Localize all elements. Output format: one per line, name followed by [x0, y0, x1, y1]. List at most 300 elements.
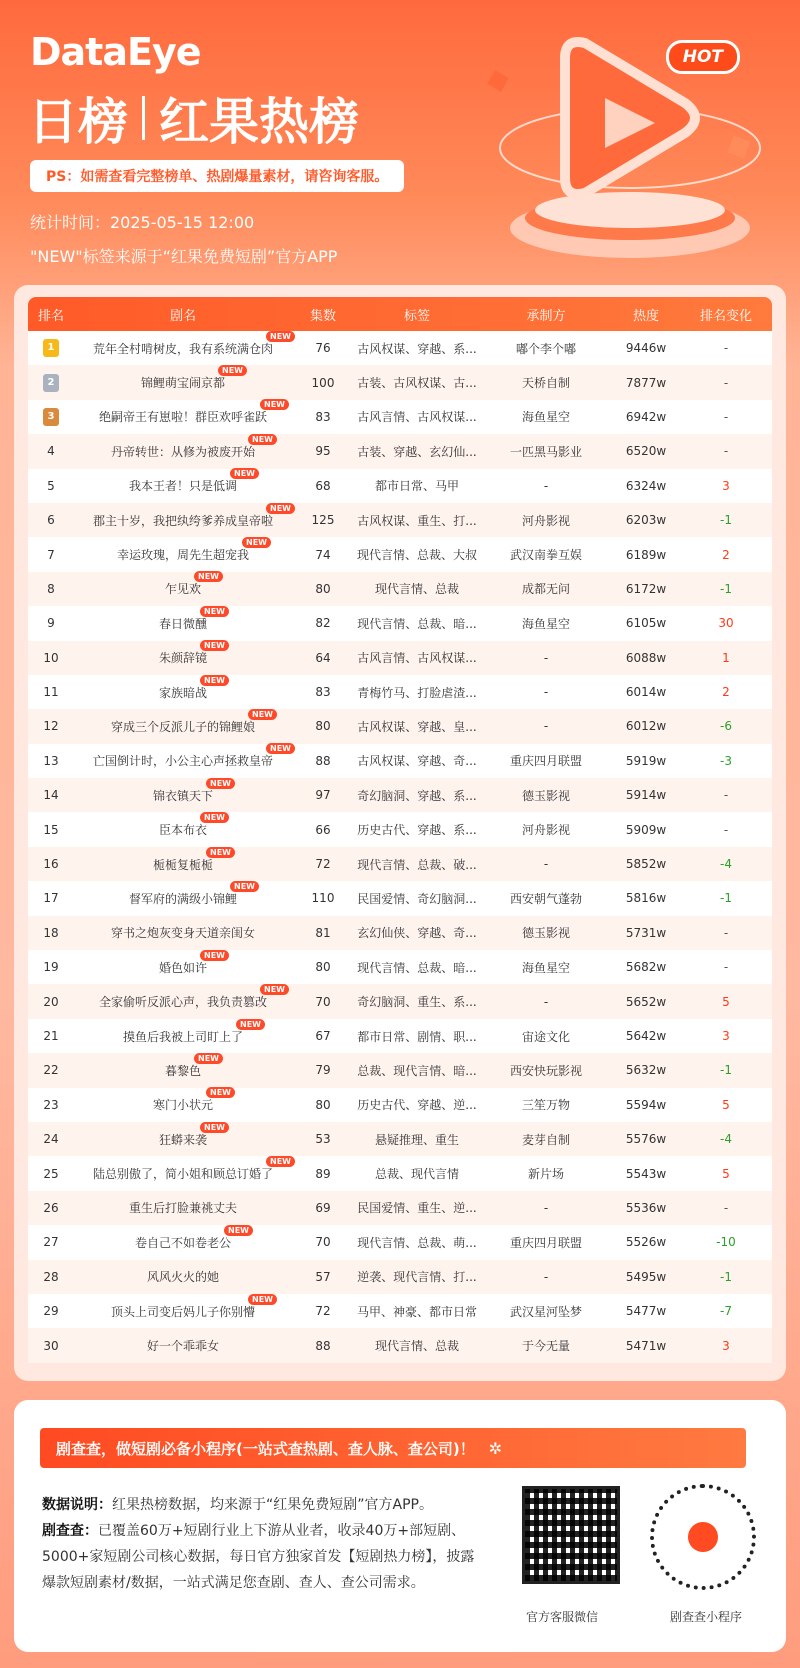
- cell-rank: [28, 685, 74, 699]
- cell-name: [74, 778, 292, 804]
- promo-banner[interactable]: [40, 1428, 746, 1468]
- drama-name: 郡主十岁，我把纨绔爹养成皇帝啦: [92, 513, 273, 528]
- cell-rank-change: -4: [720, 1132, 732, 1147]
- new-badge: NEW: [266, 331, 295, 342]
- cell-rank-change: -6: [720, 719, 732, 734]
- cell-heat: 7877w: [625, 375, 667, 390]
- cell-tags: 古风权谋、穿越、系...: [357, 341, 477, 356]
- cell-episodes: 125: [311, 513, 335, 528]
- rank-number: 15: [43, 822, 59, 837]
- cell-name: [74, 675, 292, 701]
- cell-rank: [28, 1201, 74, 1215]
- cell-tags: 总裁、现代言情: [374, 1167, 459, 1182]
- cell-maker: 海鱼星空: [521, 410, 570, 425]
- table-row[interactable]: [28, 572, 772, 606]
- cell-episodes: 68: [315, 478, 331, 493]
- cell-rank-change: -1: [720, 581, 732, 596]
- qr2-label: 剧查查小程序: [670, 1610, 743, 1624]
- cell-tags: 古风权谋、穿越、奇...: [357, 754, 477, 769]
- cell-rank: [28, 926, 74, 940]
- cell-heat: 5852w: [625, 857, 667, 872]
- cell-tags: 奇幻脑洞、重生、系...: [357, 995, 477, 1010]
- cell-maker: 宙途文化: [521, 1029, 570, 1044]
- new-badge: NEW: [260, 984, 289, 995]
- cell-episodes: 74: [315, 547, 331, 562]
- cell-heat: 6088w: [625, 650, 667, 665]
- new-badge: NEW: [230, 468, 259, 479]
- drama-name: 重生后打脸兼祧丈夫: [128, 1201, 237, 1216]
- cell-heat: 5526w: [625, 1235, 667, 1250]
- cell-heat: 6520w: [625, 444, 667, 459]
- cell-rank: [28, 995, 74, 1009]
- drama-name: 锦衣镇天下: [152, 788, 213, 803]
- brand-logo: DataEye: [30, 30, 201, 74]
- miniprogram-qr-code[interactable]: [650, 1484, 756, 1590]
- cell-heat: 5919w: [625, 753, 667, 768]
- title-left: 日榜: [28, 93, 128, 151]
- cell-maker: 一匹黑马影业: [509, 444, 582, 459]
- table-row[interactable]: [28, 400, 772, 434]
- cell-heat: 5632w: [625, 1063, 667, 1078]
- cell-heat: 6105w: [625, 616, 667, 631]
- cell-tags: 古风言情、古风权谋...: [357, 410, 477, 425]
- cell-maker: 德玉影视: [521, 788, 570, 803]
- rank-number: 7: [47, 547, 55, 562]
- drama-name: 穿书之炮灰变身天道亲闺女: [110, 926, 255, 941]
- cell-rank-change: -: [723, 444, 729, 459]
- cell-name: [74, 400, 292, 425]
- cell-name: [74, 503, 292, 529]
- cell-heat: 5495w: [625, 1269, 667, 1284]
- cell-heat: 5731w: [625, 925, 667, 940]
- cell-rank: [28, 857, 74, 871]
- col-change: 排名变化: [699, 308, 752, 324]
- cell-rank-change: -1: [720, 1269, 732, 1284]
- cell-maker: -: [543, 685, 549, 700]
- table-row[interactable]: [28, 1088, 772, 1122]
- cell-rank-change: 3: [722, 478, 730, 493]
- cell-rank-change: -: [723, 960, 729, 975]
- cell-tags: 奇幻脑洞、穿越、系...: [357, 788, 477, 803]
- drama-name: 乍见欢: [164, 582, 201, 597]
- cell-tags: 玄幻仙侠、穿越、奇...: [357, 926, 477, 941]
- cell-tags: 现代言情、总裁、暗...: [357, 960, 477, 975]
- cell-maker: 西安朝气蓬勃: [509, 891, 582, 906]
- cell-maker: 河舟影视: [521, 513, 570, 528]
- cell-rank: [28, 754, 74, 768]
- cell-tags: 古风言情、古风权谋...: [357, 651, 477, 666]
- drama-name: 督军府的满级小锦鲤: [128, 891, 237, 906]
- page-title: [28, 82, 359, 154]
- drama-name: 栀栀复栀栀: [152, 857, 213, 872]
- cell-rank: [28, 960, 74, 974]
- rank-number: 9: [47, 616, 55, 631]
- cell-maker: -: [543, 994, 549, 1009]
- new-source-note: "NEW"标签来源于“红果免费短剧”官方APP: [30, 247, 338, 266]
- new-badge: NEW: [236, 1019, 265, 1030]
- cell-maker: 天桥自制: [521, 376, 570, 391]
- cell-rank-change: -: [723, 925, 729, 940]
- cell-heat: 5543w: [625, 1166, 667, 1181]
- cell-tags: 历史古代、穿越、系...: [357, 823, 477, 838]
- cell-rank-change: -1: [720, 1063, 732, 1078]
- table-row[interactable]: [28, 950, 772, 984]
- cell-episodes: 70: [315, 1235, 331, 1250]
- cell-maker: 成都无问: [521, 582, 570, 597]
- cell-name: [74, 1225, 292, 1251]
- col-maker: 承制方: [526, 308, 566, 324]
- cell-rank: [28, 444, 74, 458]
- drama-name: 摸鱼后我被上司盯上了: [122, 1029, 243, 1044]
- table-row[interactable]: [28, 984, 772, 1018]
- cell-rank: [28, 651, 74, 665]
- cell-heat: 5642w: [625, 1029, 667, 1043]
- cell-maker: 武汉南拳互娱: [509, 548, 582, 563]
- rank-number: 17: [43, 891, 59, 906]
- cell-rank: [28, 1235, 74, 1249]
- cell-rank: [28, 339, 74, 357]
- cell-heat: 5536w: [625, 1200, 667, 1215]
- cell-rank: [28, 823, 74, 837]
- cell-rank-change: 5: [722, 1166, 730, 1181]
- cell-maker: 新片场: [527, 1167, 564, 1182]
- cell-maker: -: [543, 650, 549, 665]
- cell-name: [74, 744, 292, 769]
- rank-number: 24: [43, 1132, 59, 1147]
- cell-tags: 都市日常、马甲: [374, 479, 459, 494]
- col-episodes: 集数: [309, 308, 336, 324]
- cell-heat: 6012w: [625, 719, 667, 734]
- table-row[interactable]: [28, 1328, 772, 1362]
- cell-tags: 都市日常、剧情、职...: [357, 1029, 477, 1044]
- cell-rank: [28, 891, 74, 905]
- drama-name: 狂蟒来袭: [158, 1132, 207, 1147]
- stat-time: 统计时间：2025-05-15 12:00: [30, 213, 255, 232]
- cell-heat: 6189w: [625, 547, 667, 562]
- cell-tags: 现代言情、总裁、破...: [357, 857, 477, 872]
- cell-name: [74, 1088, 292, 1113]
- cell-episodes: 64: [315, 650, 331, 665]
- cell-name: [74, 572, 292, 597]
- cell-episodes: 89: [315, 1166, 331, 1181]
- cell-rank-change: -: [723, 788, 729, 803]
- drama-name: 绝嗣帝王有崽啦！群臣欢呼雀跃: [98, 410, 267, 425]
- cell-episodes: 80: [315, 719, 331, 734]
- cell-heat: 9446w: [625, 341, 667, 356]
- rank-medal-icon: 2: [43, 374, 59, 392]
- click-cursor-icon: ✲: [488, 1438, 503, 1458]
- table-header: [28, 297, 772, 331]
- cell-name: [74, 1157, 292, 1182]
- drama-name: 卷自己不如卷老公: [134, 1235, 231, 1250]
- table-row[interactable]: [28, 469, 772, 503]
- cell-rank-change: 2: [722, 685, 730, 700]
- cell-maker: 海鱼星空: [521, 616, 570, 631]
- cell-maker: 河舟影视: [521, 823, 570, 838]
- cell-rank: [28, 616, 74, 630]
- cell-tags: 青梅竹马、打脸虐渣...: [357, 685, 477, 700]
- ranking-table: [14, 285, 786, 1381]
- cell-rank: [28, 548, 74, 562]
- cell-maker: -: [543, 1200, 549, 1215]
- cell-tags: 古风权谋、穿越、皇...: [357, 719, 477, 734]
- cell-name: [74, 641, 292, 666]
- table-row[interactable]: [28, 1053, 772, 1087]
- table-row[interactable]: [28, 537, 772, 571]
- cell-name: [74, 434, 292, 460]
- table-row[interactable]: [28, 606, 772, 640]
- cell-episodes: 100: [311, 375, 335, 390]
- table-row[interactable]: [28, 812, 772, 846]
- drama-name: 顶头上司变后妈儿子你别懵: [110, 1304, 255, 1319]
- drama-name: 荒年全村啃树皮，我有系统满仓肉: [92, 341, 273, 356]
- rank-number: 16: [43, 857, 59, 872]
- cell-rank-change: -3: [720, 753, 732, 768]
- cell-rank: [28, 1339, 74, 1353]
- drama-name: 好一个乖乖女: [146, 1339, 219, 1354]
- table-row[interactable]: [28, 1019, 772, 1053]
- rank-number: 5: [47, 478, 55, 493]
- table-row[interactable]: [28, 847, 772, 881]
- cell-heat: 6324w: [625, 478, 667, 493]
- cell-tags: 民国爱情、奇幻脑洞...: [357, 891, 477, 906]
- drama-name: 穿成三个反派儿子的锦鲤娘: [110, 719, 255, 734]
- title-divider: [142, 96, 145, 140]
- drama-name: 暮黎色: [164, 1063, 201, 1078]
- new-badge: NEW: [194, 571, 223, 582]
- title-right: 红果热榜: [159, 93, 359, 151]
- cell-rank-change: 2: [722, 547, 730, 562]
- cell-tags: 现代言情、总裁、暗...: [357, 616, 477, 631]
- drama-name: 寒门小状元: [152, 1098, 213, 1113]
- cell-rank-change: -: [723, 375, 729, 390]
- drama-name: 丹帝转世：从修为被废开始: [110, 444, 255, 459]
- table-row[interactable]: [28, 1294, 772, 1328]
- table-row[interactable]: [28, 778, 772, 812]
- cell-name: [74, 950, 292, 976]
- table-row[interactable]: [28, 1260, 772, 1294]
- new-badge: NEW: [248, 1294, 277, 1305]
- cell-name: [74, 1053, 292, 1079]
- cell-name: [74, 924, 292, 941]
- cell-name: [74, 985, 292, 1010]
- cell-rank-change: -: [723, 409, 729, 424]
- cell-maker: 麦芽自制: [521, 1132, 570, 1147]
- cell-rank: [28, 479, 74, 493]
- cell-rank: [28, 1063, 74, 1077]
- drama-name: 朱颜辞镜: [158, 651, 207, 666]
- cell-rank-change: -: [723, 341, 729, 356]
- cell-tags: 古装、古风权谋、古...: [357, 376, 477, 391]
- cell-tags: 马甲、神豪、都市日常: [356, 1304, 477, 1319]
- table-row[interactable]: [28, 503, 772, 537]
- cell-rank-change: 5: [722, 994, 730, 1009]
- cell-tags: 现代言情、总裁: [374, 1339, 459, 1354]
- cell-rank: [28, 1029, 74, 1043]
- cell-name: [74, 538, 292, 563]
- drama-name: 锦鲤萌宝闹京都: [140, 376, 225, 391]
- cell-episodes: 81: [315, 925, 331, 940]
- play-logo-icon: [688, 1522, 718, 1552]
- cell-rank: [28, 582, 74, 596]
- rank-number: 19: [43, 960, 59, 975]
- cell-tags: 现代言情、总裁: [374, 582, 459, 597]
- cell-episodes: 88: [315, 753, 331, 768]
- cell-name: [74, 606, 292, 632]
- cell-name: [74, 1268, 292, 1285]
- new-badge: NEW: [266, 743, 295, 754]
- drama-name: 我本王者！只是低调: [128, 479, 237, 494]
- rank-number: 20: [43, 994, 59, 1009]
- cell-episodes: 69: [315, 1200, 331, 1215]
- cell-heat: 5471w: [625, 1338, 667, 1353]
- cell-name: [74, 1294, 292, 1320]
- table-row[interactable]: [28, 744, 772, 778]
- cell-tags: 总裁、现代言情、暗...: [357, 1063, 477, 1078]
- col-heat: 热度: [632, 308, 659, 324]
- new-badge: NEW: [248, 709, 277, 720]
- cell-episodes: 66: [315, 822, 331, 837]
- new-badge: NEW: [266, 503, 295, 514]
- cell-name: [74, 813, 292, 838]
- banner-text: 剧查查，做短剧必备小程序(一站式查热剧、查人脉、查公司)！: [56, 1439, 475, 1458]
- cell-episodes: 70: [315, 994, 331, 1009]
- cell-maker: 嘟个李个嘟: [515, 341, 576, 356]
- cell-maker: 重庆四月联盟: [509, 754, 582, 769]
- cell-rank: [28, 374, 74, 392]
- cell-heat: 5477w: [625, 1304, 667, 1319]
- cell-rank: [28, 719, 74, 733]
- wechat-qr-code[interactable]: [522, 1486, 620, 1584]
- cell-name: [74, 469, 292, 494]
- cell-episodes: 67: [315, 1029, 331, 1043]
- table-row[interactable]: [28, 1156, 772, 1190]
- cell-episodes: 95: [315, 444, 331, 459]
- cell-maker: -: [543, 719, 549, 734]
- new-badge: NEW: [266, 1156, 295, 1167]
- cell-maker: 海鱼星空: [521, 960, 570, 975]
- rank-number: 11: [43, 685, 59, 700]
- cell-heat: 6203w: [625, 513, 667, 528]
- drama-name: 全家偷听反派心声，我负责篡改: [98, 995, 267, 1010]
- table-body: [28, 331, 772, 1363]
- cell-episodes: 53: [315, 1132, 331, 1147]
- cell-episodes: 72: [315, 1304, 331, 1319]
- table-row[interactable]: [28, 365, 772, 399]
- cell-rank-change: -1: [720, 513, 732, 528]
- cell-heat: 5914w: [625, 788, 667, 803]
- jcc-label: 剧查查：: [42, 1523, 98, 1539]
- table-row[interactable]: [28, 709, 772, 743]
- cell-episodes: 88: [315, 1338, 331, 1353]
- table-row[interactable]: [28, 916, 772, 950]
- cell-episodes: 83: [315, 409, 331, 424]
- cell-rank-change: -1: [720, 891, 732, 906]
- cell-name: [74, 366, 292, 391]
- new-badge: NEW: [260, 399, 289, 410]
- rank-number: 30: [43, 1338, 59, 1353]
- col-tags: 标签: [403, 308, 430, 324]
- cell-tags: 历史古代、穿越、逆...: [357, 1098, 477, 1113]
- cell-heat: 5816w: [625, 891, 667, 906]
- table-row[interactable]: [28, 434, 772, 468]
- cell-rank-change: 30: [718, 616, 734, 631]
- cell-rank: [28, 408, 74, 426]
- cell-rank: [28, 1304, 74, 1318]
- cell-maker: 重庆四月联盟: [509, 1235, 582, 1250]
- drama-name: 亡国倒计时，小公主心声拯救皇帝: [92, 754, 273, 769]
- cell-name: [74, 881, 292, 907]
- cell-episodes: 80: [315, 960, 331, 975]
- new-badge: NEW: [242, 537, 271, 548]
- table-row[interactable]: [28, 675, 772, 709]
- cell-maker: 武汉星河坠梦: [509, 1304, 582, 1319]
- rank-number: 6: [47, 513, 55, 528]
- cell-episodes: 110: [311, 891, 335, 906]
- rank-medal-icon: 3: [43, 408, 59, 426]
- new-badge: NEW: [200, 812, 229, 823]
- cell-maker: 西安快玩影视: [509, 1063, 582, 1078]
- cell-heat: 5682w: [625, 960, 667, 975]
- new-badge: NEW: [206, 847, 235, 858]
- rank-number: 23: [43, 1097, 59, 1112]
- table-row[interactable]: [28, 1225, 772, 1259]
- cell-rank-change: -: [723, 822, 729, 837]
- cell-episodes: 76: [315, 341, 331, 356]
- table-row[interactable]: [28, 1122, 772, 1156]
- table-row[interactable]: [28, 881, 772, 915]
- drama-name: 婚色如许: [158, 960, 207, 975]
- drama-name: 臣本布衣: [158, 823, 207, 838]
- cell-tags: 古风权谋、重生、打...: [357, 513, 477, 528]
- cell-rank: [28, 1270, 74, 1284]
- table-row[interactable]: [28, 331, 772, 365]
- new-badge: NEW: [200, 950, 229, 961]
- cell-maker: 三笙万物: [521, 1098, 570, 1113]
- cell-episodes: 80: [315, 581, 331, 596]
- rank-number: 29: [43, 1304, 59, 1319]
- cell-rank-change: -10: [716, 1235, 736, 1250]
- rank-number: 25: [43, 1166, 59, 1181]
- drama-name: 幸运玫瑰，周先生超宠我: [116, 548, 249, 563]
- col-rank: 排名: [37, 308, 64, 324]
- rank-number: 21: [43, 1029, 59, 1043]
- ps-note: PS：如需查看完整榜单、热剧爆量素材，请咨询客服。: [30, 160, 404, 192]
- new-badge: NEW: [194, 1053, 223, 1064]
- cell-heat: 6172w: [625, 581, 667, 596]
- new-badge: NEW: [200, 1122, 229, 1133]
- cell-rank: [28, 1132, 74, 1146]
- rank-number: 8: [47, 581, 55, 596]
- cell-episodes: 79: [315, 1063, 331, 1078]
- rank-number: 26: [43, 1200, 59, 1215]
- cell-heat: 6942w: [625, 409, 667, 424]
- cell-rank-change: -7: [720, 1304, 732, 1319]
- cell-name: [74, 1122, 292, 1148]
- cell-heat: 5594w: [625, 1097, 667, 1112]
- cell-name: [74, 331, 292, 357]
- data-description: [42, 1492, 482, 1596]
- table-row[interactable]: [28, 641, 772, 675]
- new-badge: NEW: [230, 881, 259, 892]
- rank-number: 27: [43, 1235, 59, 1250]
- jcc-text: 已覆盖60万+短剧行业上下游从业者，收录40万+部短剧、5000+家短剧公司核心数据，每日官方独家首发【短剧热力榜】，披露爆款短剧素材/数据，一站式满足您查剧、查人、查公司需求。: [42, 1523, 475, 1591]
- cell-maker: -: [543, 478, 549, 493]
- new-badge: NEW: [206, 1087, 235, 1098]
- qr1-label: 官方客服微信: [526, 1610, 599, 1624]
- table-row[interactable]: [28, 1191, 772, 1225]
- cell-episodes: 97: [315, 788, 331, 803]
